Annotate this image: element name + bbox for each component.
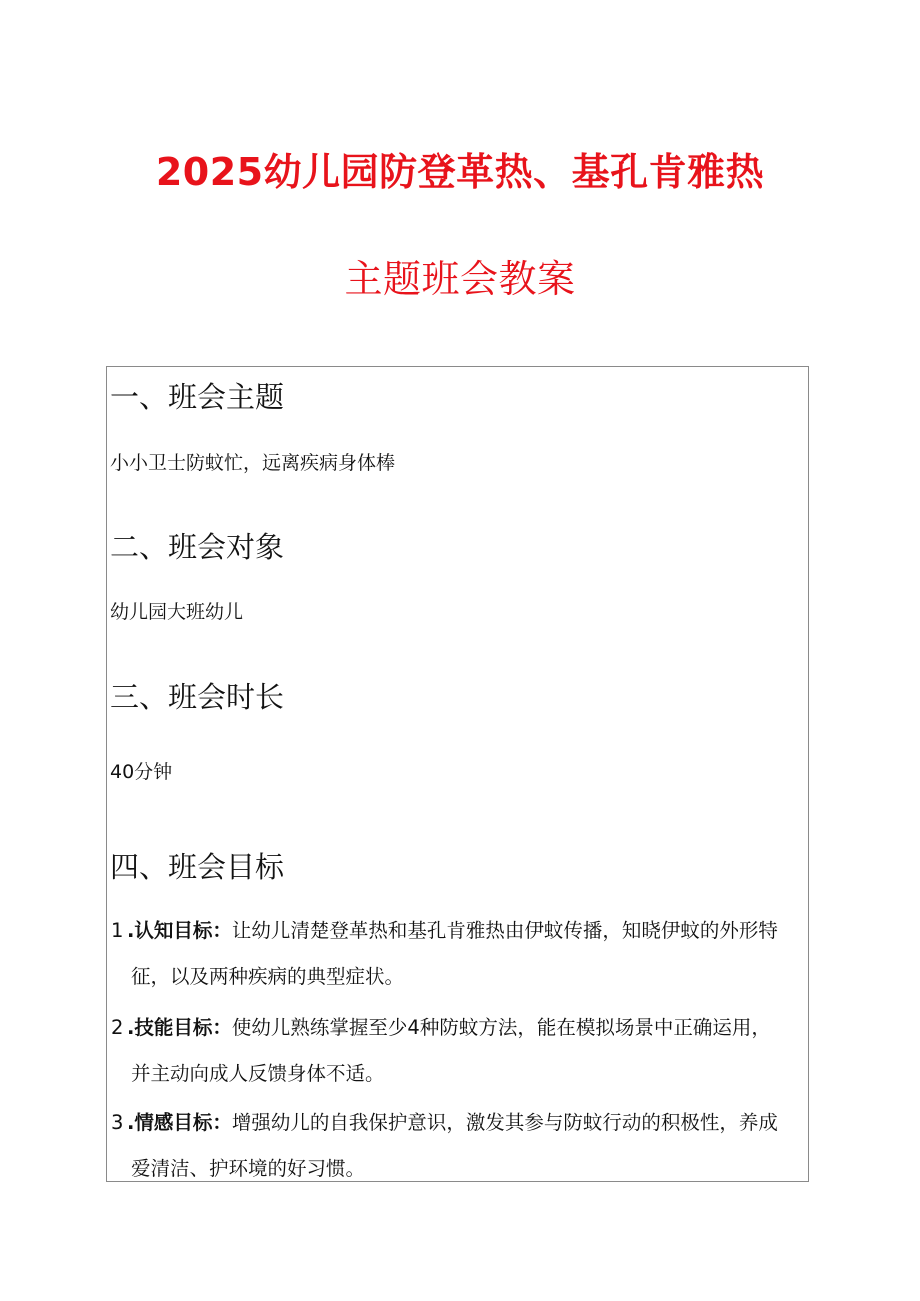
- goal-line-1: [127, 1110, 778, 1136]
- section-content-duration: 40分钟: [110, 761, 173, 783]
- section-heading-duration: 三、班会时长: [110, 680, 285, 714]
- section-heading-audience: 二、班会对象: [110, 530, 285, 564]
- goal-label: .认知目标：: [127, 919, 232, 942]
- goal-label: .情感目标：: [127, 1111, 232, 1134]
- goal-text-1: 使幼儿熟练掌握至少4种防蚊方法，能在模拟场景中正确运用，: [231, 1016, 771, 1039]
- goal-label: .技能目标：: [127, 1016, 232, 1039]
- section-heading-goals: 四、班会目标: [110, 850, 285, 884]
- document-title-line-1: 2025幼儿园防登革热、基孔肯雅热: [155, 150, 765, 194]
- goal-number: 3: [111, 1111, 124, 1134]
- goal-text-1: 增强幼儿的自我保护意识，激发其参与防蚊行动的积极性，养成: [231, 1111, 778, 1134]
- document-title-line-2: 主题班会教案: [344, 257, 576, 301]
- goal-line-2: 爱清洁、护环境的好习惯。: [131, 1157, 366, 1180]
- goal-number: 1: [111, 919, 124, 942]
- goal-text-1: 让幼儿清楚登革热和基孔肯雅热由伊蚊传播，知晓伊蚊的外形特: [231, 919, 778, 942]
- goal-line-2: 并主动向成人反馈身体不适。: [131, 1062, 385, 1085]
- section-content-audience: 幼儿园大班幼儿: [110, 601, 244, 623]
- goal-line-1: [127, 918, 778, 944]
- section-content-theme: 小小卫士防蚊忙，远离疾病身体棒: [110, 452, 396, 474]
- goal-line-1: [127, 1015, 771, 1041]
- goal-line-2: 征，以及两种疾病的典型症状。: [131, 965, 405, 988]
- section-heading-theme: 一、班会主题: [110, 380, 285, 414]
- goal-number: 2: [111, 1016, 124, 1039]
- lesson-plan-table: [106, 366, 809, 1182]
